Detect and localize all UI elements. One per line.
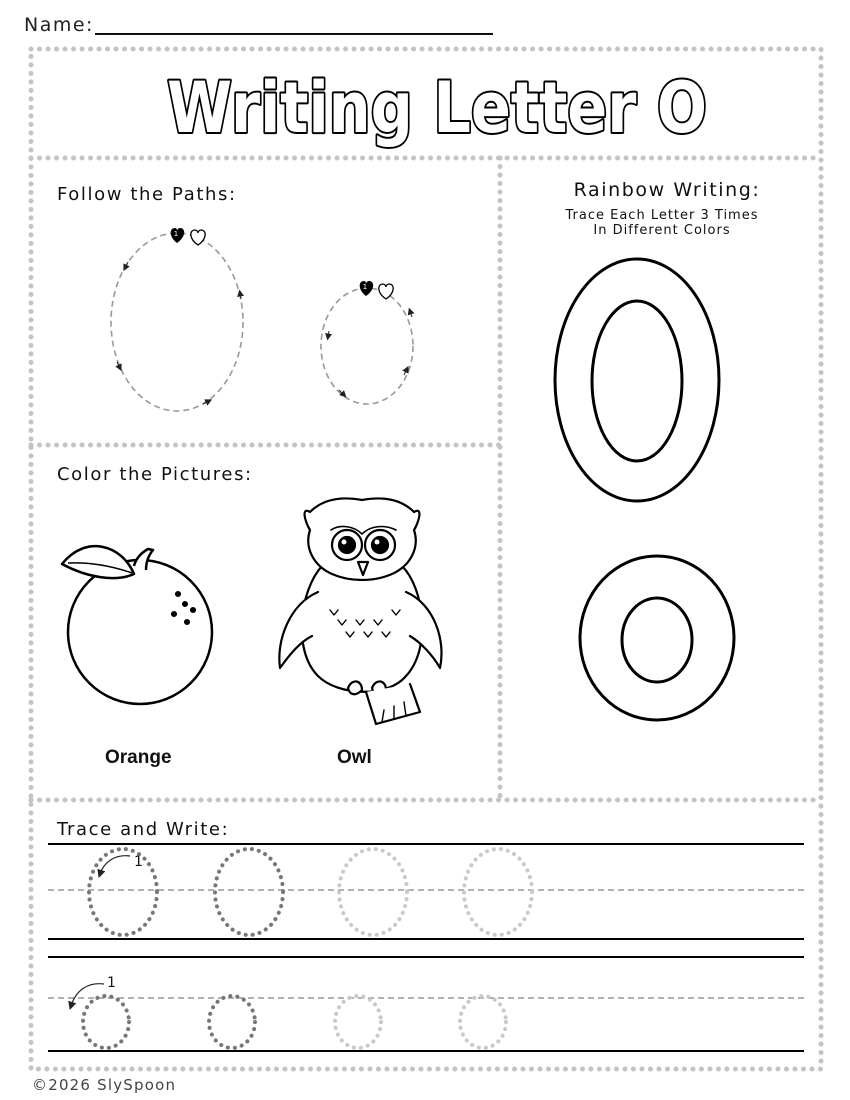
owl-label: Owl <box>337 747 372 768</box>
stroke-number: 1 <box>107 975 116 991</box>
rainbow-label: Rainbow Writing: <box>573 179 761 201</box>
trace-label: Trace and Write: <box>57 819 230 840</box>
direction-arrow <box>328 331 329 337</box>
rainbow-uppercase-o <box>555 259 719 501</box>
direction-arrow <box>410 311 412 317</box>
trace-o-8 <box>460 996 506 1048</box>
trace-o-4 <box>464 849 532 935</box>
path-trace-large <box>111 233 243 411</box>
rainbow-lowercase-o <box>580 556 734 720</box>
pictures-label: Color the Pictures: <box>57 464 253 485</box>
rainbow-instructions-line2: In Different Colors <box>593 223 731 238</box>
trace-o-6 <box>209 996 255 1048</box>
orange-icon <box>62 546 212 704</box>
orange-label: Orange <box>105 747 172 768</box>
direction-arrow <box>71 984 104 1006</box>
trace-o-2 <box>215 849 283 935</box>
trace-row-2 <box>48 957 804 1051</box>
direction-arrow <box>100 856 130 874</box>
stroke-number: 1 <box>134 854 143 870</box>
owl-icon <box>279 499 441 725</box>
svg-text:1: 1 <box>362 283 368 291</box>
path-trace-small <box>321 288 413 404</box>
copyright-footer: ©2026 SlySpoon <box>32 1076 177 1094</box>
paths-label: Follow the Paths: <box>57 184 237 205</box>
direction-arrow <box>404 369 407 375</box>
page-title: Writing Letter O <box>167 67 707 149</box>
trace-o-7 <box>335 996 381 1048</box>
start-heart-icon <box>171 228 205 245</box>
svg-text:1: 1 <box>173 230 179 238</box>
trace-row-1 <box>48 844 804 939</box>
rainbow-instructions-line1: Trace Each Letter 3 Times <box>565 208 759 223</box>
rainbow-instructions <box>520 208 804 238</box>
name-label: Name: <box>24 14 94 36</box>
trace-o-5 <box>83 996 129 1048</box>
trace-o-1 <box>89 849 157 935</box>
trace-o-3 <box>339 849 407 935</box>
